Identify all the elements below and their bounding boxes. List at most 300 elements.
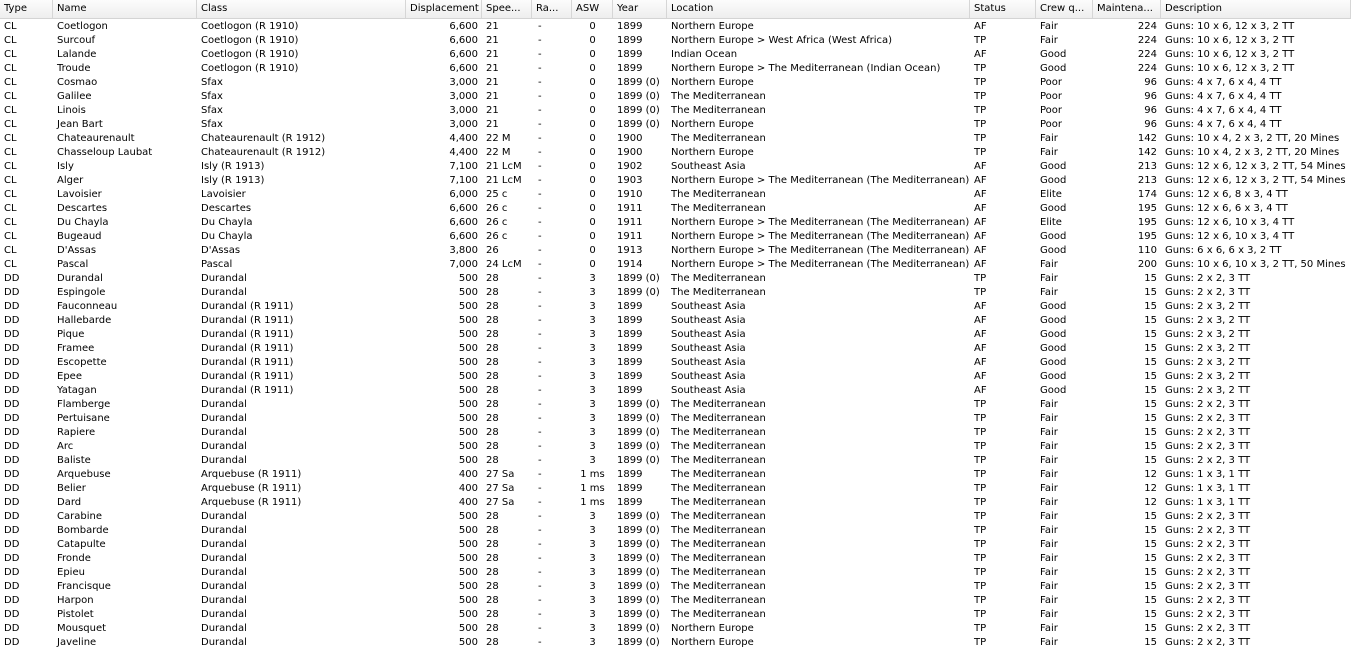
cell-asw: 3 — [589, 287, 596, 298]
column-header-displacement[interactable]: Displacement — [406, 0, 482, 18]
cell-speed: 26 c — [486, 217, 508, 228]
table-row[interactable] — [0, 160, 1351, 174]
cell-crew: Poor — [1040, 105, 1063, 116]
cell-name: Bombarde — [57, 525, 109, 536]
cell-maintenance: 15 — [1144, 399, 1157, 410]
cell-range: - — [538, 399, 542, 410]
cell-maintenance: 15 — [1144, 455, 1157, 466]
cell-crew: Fair — [1040, 623, 1058, 634]
cell-maintenance: 224 — [1137, 21, 1157, 32]
cell-displacement: 500 — [458, 581, 478, 592]
cell-displacement: 6,600 — [449, 231, 478, 242]
cell-type: DD — [4, 399, 20, 410]
table-row[interactable] — [0, 594, 1351, 608]
cell-crew: Poor — [1040, 119, 1063, 130]
column-header-class[interactable]: Class — [197, 0, 406, 18]
cell-range: - — [538, 315, 542, 326]
cell-name: Espingole — [57, 287, 106, 298]
cell-location: The Mediterranean — [671, 511, 766, 522]
cell-name: Dard — [57, 497, 82, 508]
column-header-crew-quality[interactable]: Crew q... — [1036, 0, 1093, 18]
column-header-year[interactable]: Year — [613, 0, 667, 18]
cell-maintenance: 15 — [1144, 525, 1157, 536]
table-row[interactable] — [0, 48, 1351, 62]
cell-speed: 28 — [486, 623, 499, 634]
table-row[interactable] — [0, 104, 1351, 118]
cell-description: Guns: 2 x 2, 3 TT — [1165, 511, 1251, 522]
cell-asw: 3 — [589, 301, 596, 312]
cell-asw: 3 — [589, 343, 596, 354]
column-header-asw[interactable]: ASW — [572, 0, 613, 18]
table-row[interactable] — [0, 202, 1351, 216]
cell-location: The Mediterranean — [671, 273, 766, 284]
cell-year: 1899 (0) — [617, 581, 660, 592]
cell-name: Yatagan — [57, 385, 97, 396]
cell-range: - — [538, 119, 542, 130]
cell-class: Durandal — [201, 455, 247, 466]
cell-status: TP — [974, 399, 987, 410]
cell-displacement: 500 — [458, 539, 478, 550]
cell-type: CL — [4, 217, 17, 228]
cell-displacement: 500 — [458, 357, 478, 368]
cell-asw: 3 — [589, 567, 596, 578]
cell-class: Durandal — [201, 539, 247, 550]
cell-crew: Fair — [1040, 483, 1058, 494]
cell-speed: 21 — [486, 91, 499, 102]
table-row[interactable] — [0, 552, 1351, 566]
cell-asw: 0 — [589, 21, 596, 32]
table-row[interactable] — [0, 482, 1351, 496]
cell-maintenance: 15 — [1144, 301, 1157, 312]
cell-status: AF — [974, 357, 987, 368]
cell-crew: Good — [1040, 161, 1067, 172]
cell-displacement: 6,600 — [449, 63, 478, 74]
table-row[interactable] — [0, 398, 1351, 412]
cell-maintenance: 15 — [1144, 427, 1157, 438]
column-header-status[interactable]: Status — [970, 0, 1036, 18]
table-row[interactable] — [0, 20, 1351, 34]
table-row[interactable] — [0, 76, 1351, 90]
cell-maintenance: 96 — [1144, 91, 1157, 102]
cell-location: Northern Europe > The Mediterranean (The Mediterranean) — [671, 217, 970, 228]
cell-location: The Mediterranean — [671, 287, 766, 298]
cell-name: Pertuisane — [57, 413, 110, 424]
cell-status: TP — [974, 581, 987, 592]
cell-crew: Fair — [1040, 567, 1058, 578]
cell-description: Guns: 2 x 2, 3 TT — [1165, 413, 1251, 424]
cell-status: TP — [974, 35, 987, 46]
cell-crew: Fair — [1040, 511, 1058, 522]
cell-class: Arquebuse (R 1911) — [201, 469, 302, 480]
cell-year: 1899 (0) — [617, 637, 660, 648]
cell-status: AF — [974, 203, 987, 214]
cell-asw: 3 — [589, 511, 596, 522]
cell-displacement: 6,600 — [449, 203, 478, 214]
cell-type: DD — [4, 343, 20, 354]
table-row[interactable] — [0, 496, 1351, 510]
cell-status: TP — [974, 119, 987, 130]
cell-status: AF — [974, 189, 987, 200]
cell-maintenance: 12 — [1144, 483, 1157, 494]
cell-type: DD — [4, 385, 20, 396]
cell-maintenance: 213 — [1137, 161, 1157, 172]
cell-maintenance: 15 — [1144, 623, 1157, 634]
cell-crew: Fair — [1040, 413, 1058, 424]
cell-displacement: 500 — [458, 399, 478, 410]
cell-location: Southeast Asia — [671, 357, 746, 368]
column-header-speed[interactable]: Spee... — [482, 0, 532, 18]
cell-type: CL — [4, 203, 17, 214]
column-header-bar — [0, 0, 1351, 19]
cell-maintenance: 15 — [1144, 329, 1157, 340]
cell-displacement: 4,400 — [449, 147, 478, 158]
cell-year: 1899 (0) — [617, 609, 660, 620]
cell-description: Guns: 10 x 6, 12 x 3, 2 TT — [1165, 35, 1295, 46]
cell-range: - — [538, 413, 542, 424]
cell-asw: 3 — [589, 637, 596, 648]
cell-type: CL — [4, 91, 17, 102]
cell-asw: 0 — [589, 63, 596, 74]
table-row[interactable] — [0, 300, 1351, 314]
cell-speed: 28 — [486, 637, 499, 648]
cell-speed: 22 M — [486, 133, 511, 144]
cell-name: Chasseloup Laubat — [57, 147, 153, 158]
cell-location: The Mediterranean — [671, 455, 766, 466]
cell-maintenance: 142 — [1137, 147, 1157, 158]
cell-description: Guns: 2 x 3, 2 TT — [1165, 371, 1251, 382]
table-row[interactable] — [0, 342, 1351, 356]
cell-description: Guns: 1 x 3, 1 TT — [1165, 483, 1251, 494]
cell-year: 1900 — [617, 133, 643, 144]
cell-asw: 3 — [589, 595, 596, 606]
table-row[interactable] — [0, 426, 1351, 440]
cell-description: Guns: 2 x 2, 3 TT — [1165, 525, 1251, 536]
cell-name: Du Chayla — [57, 217, 109, 228]
cell-status: TP — [974, 623, 987, 634]
cell-range: - — [538, 553, 542, 564]
cell-class: Isly (R 1913) — [201, 161, 265, 172]
cell-year: 1899 (0) — [617, 455, 660, 466]
cell-displacement: 500 — [458, 553, 478, 564]
cell-description: Guns: 2 x 2, 3 TT — [1165, 455, 1251, 466]
cell-description: Guns: 2 x 2, 3 TT — [1165, 287, 1251, 298]
cell-speed: 28 — [486, 455, 499, 466]
column-header-location[interactable]: Location — [667, 0, 970, 18]
cell-description: Guns: 1 x 3, 1 TT — [1165, 497, 1251, 508]
cell-displacement: 3,000 — [449, 119, 478, 130]
cell-displacement: 6,600 — [449, 217, 478, 228]
cell-range: - — [538, 357, 542, 368]
cell-range: - — [538, 525, 542, 536]
cell-location: Northern Europe — [671, 21, 754, 32]
cell-description: Guns: 2 x 3, 2 TT — [1165, 357, 1251, 368]
cell-crew: Elite — [1040, 217, 1062, 228]
cell-location: The Mediterranean — [671, 133, 766, 144]
table-row[interactable] — [0, 524, 1351, 538]
cell-range: - — [538, 427, 542, 438]
table-row[interactable] — [0, 174, 1351, 188]
cell-status: TP — [974, 595, 987, 606]
cell-speed: 28 — [486, 609, 499, 620]
cell-year: 1899 (0) — [617, 91, 660, 102]
cell-crew: Elite — [1040, 189, 1062, 200]
cell-asw: 0 — [589, 217, 596, 228]
table-row[interactable] — [0, 62, 1351, 76]
table-row[interactable] — [0, 34, 1351, 48]
cell-name: Javeline — [57, 637, 97, 648]
cell-speed: 28 — [486, 595, 499, 606]
cell-name: Escopette — [57, 357, 107, 368]
table-row[interactable] — [0, 468, 1351, 482]
column-header-type[interactable]: Type — [0, 0, 53, 18]
cell-name: Jean Bart — [57, 119, 103, 130]
cell-location: The Mediterranean — [671, 427, 766, 438]
table-row[interactable] — [0, 580, 1351, 594]
column-header-name[interactable]: Name — [53, 0, 197, 18]
cell-maintenance: 200 — [1137, 259, 1157, 270]
cell-displacement: 500 — [458, 511, 478, 522]
cell-class: Sfax — [201, 119, 223, 130]
cell-type: DD — [4, 595, 20, 606]
cell-displacement: 500 — [458, 609, 478, 620]
table-row[interactable] — [0, 370, 1351, 384]
cell-type: CL — [4, 259, 17, 270]
cell-description: Guns: 2 x 2, 3 TT — [1165, 441, 1251, 452]
cell-year: 1899 — [617, 497, 643, 508]
cell-crew: Poor — [1040, 77, 1063, 88]
cell-location: Northern Europe > The Mediterranean (The Mediterranean) — [671, 245, 970, 256]
cell-displacement: 7,100 — [449, 175, 478, 186]
table-row[interactable] — [0, 314, 1351, 328]
cell-range: - — [538, 623, 542, 634]
cell-range: - — [538, 343, 542, 354]
cell-description: Guns: 2 x 2, 3 TT — [1165, 427, 1251, 438]
cell-location: The Mediterranean — [671, 497, 766, 508]
cell-class: Durandal — [201, 609, 247, 620]
table-row[interactable] — [0, 244, 1351, 258]
cell-asw: 3 — [589, 371, 596, 382]
column-header-range[interactable]: Ra... — [532, 0, 572, 18]
cell-name: Epee — [57, 371, 82, 382]
cell-location: Northern Europe — [671, 119, 754, 130]
table-row[interactable] — [0, 188, 1351, 202]
cell-displacement: 500 — [458, 427, 478, 438]
cell-class: Arquebuse (R 1911) — [201, 497, 302, 508]
cell-year: 1899 (0) — [617, 553, 660, 564]
cell-displacement: 500 — [458, 301, 478, 312]
table-row[interactable] — [0, 328, 1351, 342]
table-row[interactable] — [0, 90, 1351, 104]
cell-maintenance: 15 — [1144, 637, 1157, 648]
cell-speed: 28 — [486, 287, 499, 298]
table-row[interactable] — [0, 230, 1351, 244]
cell-speed: 28 — [486, 567, 499, 578]
cell-range: - — [538, 497, 542, 508]
cell-description: Guns: 4 x 7, 6 x 4, 4 TT — [1165, 77, 1282, 88]
table-row[interactable] — [0, 510, 1351, 524]
cell-year: 1899 (0) — [617, 441, 660, 452]
cell-description: Guns: 2 x 2, 3 TT — [1165, 581, 1251, 592]
cell-name: Chateaurenault — [57, 133, 135, 144]
table-row[interactable] — [0, 132, 1351, 146]
cell-maintenance: 12 — [1144, 497, 1157, 508]
cell-crew: Fair — [1040, 637, 1058, 648]
cell-class: Isly (R 1913) — [201, 175, 265, 186]
cell-type: DD — [4, 357, 20, 368]
cell-class: Durandal — [201, 413, 247, 424]
table-row[interactable] — [0, 636, 1351, 650]
table-row[interactable] — [0, 440, 1351, 454]
table-row[interactable] — [0, 412, 1351, 426]
cell-location: Southeast Asia — [671, 343, 746, 354]
cell-description: Guns: 2 x 2, 3 TT — [1165, 399, 1251, 410]
cell-year: 1911 — [617, 203, 643, 214]
cell-maintenance: 15 — [1144, 413, 1157, 424]
cell-name: Fronde — [57, 553, 91, 564]
cell-range: - — [538, 245, 542, 256]
cell-maintenance: 15 — [1144, 343, 1157, 354]
cell-status: TP — [974, 133, 987, 144]
cell-location: The Mediterranean — [671, 581, 766, 592]
table-row[interactable] — [0, 258, 1351, 272]
cell-location: The Mediterranean — [671, 91, 766, 102]
cell-type: DD — [4, 301, 20, 312]
cell-range: - — [538, 217, 542, 228]
cell-maintenance: 15 — [1144, 511, 1157, 522]
cell-displacement: 500 — [458, 385, 478, 396]
cell-name: Francisque — [57, 581, 111, 592]
cell-range: - — [538, 91, 542, 102]
cell-name: Lavoisier — [57, 189, 102, 200]
cell-speed: 21 — [486, 119, 499, 130]
cell-range: - — [538, 455, 542, 466]
cell-type: DD — [4, 371, 20, 382]
cell-description: Guns: 4 x 7, 6 x 4, 4 TT — [1165, 91, 1282, 102]
cell-class: Coetlogon (R 1910) — [201, 49, 299, 60]
cell-year: 1899 (0) — [617, 595, 660, 606]
cell-type: CL — [4, 147, 17, 158]
cell-crew: Fair — [1040, 581, 1058, 592]
cell-status: TP — [974, 539, 987, 550]
cell-speed: 28 — [486, 343, 499, 354]
cell-location: Indian Ocean — [671, 49, 738, 60]
cell-status: AF — [974, 343, 987, 354]
cell-maintenance: 15 — [1144, 567, 1157, 578]
cell-year: 1899 (0) — [617, 77, 660, 88]
cell-description: Guns: 2 x 2, 3 TT — [1165, 567, 1251, 578]
table-row[interactable] — [0, 622, 1351, 636]
cell-crew: Good — [1040, 371, 1067, 382]
cell-type: DD — [4, 469, 20, 480]
cell-class: Durandal (R 1911) — [201, 329, 294, 340]
cell-year: 1900 — [617, 147, 643, 158]
cell-displacement: 500 — [458, 329, 478, 340]
table-row[interactable] — [0, 384, 1351, 398]
cell-speed: 28 — [486, 329, 499, 340]
table-row[interactable] — [0, 286, 1351, 300]
cell-speed: 24 LcM — [486, 259, 522, 270]
cell-description: Guns: 6 x 6, 6 x 3, 2 TT — [1165, 245, 1282, 256]
cell-type: DD — [4, 427, 20, 438]
cell-speed: 27 Sa — [486, 483, 515, 494]
cell-status: TP — [974, 497, 987, 508]
cell-status: TP — [974, 483, 987, 494]
cell-asw: 3 — [589, 553, 596, 564]
table-row[interactable] — [0, 356, 1351, 370]
cell-maintenance: 142 — [1137, 133, 1157, 144]
cell-crew: Fair — [1040, 259, 1058, 270]
table-row[interactable] — [0, 118, 1351, 132]
cell-status: TP — [974, 441, 987, 452]
cell-status: TP — [974, 525, 987, 536]
cell-year: 1899 (0) — [617, 273, 660, 284]
cell-crew: Fair — [1040, 21, 1058, 32]
cell-year: 1899 (0) — [617, 567, 660, 578]
cell-maintenance: 12 — [1144, 469, 1157, 480]
cell-name: Arc — [57, 441, 74, 452]
cell-year: 1899 — [617, 371, 643, 382]
cell-year: 1911 — [617, 231, 643, 242]
cell-type: DD — [4, 483, 20, 494]
cell-location: The Mediterranean — [671, 203, 766, 214]
cell-maintenance: 15 — [1144, 609, 1157, 620]
cell-asw: 0 — [589, 161, 596, 172]
cell-location: Southeast Asia — [671, 301, 746, 312]
cell-class: Durandal (R 1911) — [201, 301, 294, 312]
cell-maintenance: 96 — [1144, 105, 1157, 116]
cell-type: DD — [4, 567, 20, 578]
cell-displacement: 6,600 — [449, 21, 478, 32]
cell-crew: Fair — [1040, 525, 1058, 536]
cell-name: Flamberge — [57, 399, 111, 410]
table-row[interactable] — [0, 146, 1351, 160]
cell-maintenance: 15 — [1144, 581, 1157, 592]
cell-status: AF — [974, 161, 987, 172]
table-row[interactable] — [0, 608, 1351, 622]
cell-maintenance: 15 — [1144, 273, 1157, 284]
cell-class: Du Chayla — [201, 217, 253, 228]
cell-year: 1899 (0) — [617, 413, 660, 424]
table-row[interactable] — [0, 566, 1351, 580]
column-header-description[interactable]: Description — [1161, 0, 1351, 18]
column-header-maintenance[interactable]: Maintena... — [1093, 0, 1161, 18]
cell-class: Durandal (R 1911) — [201, 371, 294, 382]
table-row[interactable] — [0, 216, 1351, 230]
cell-year: 1899 — [617, 329, 643, 340]
cell-year: 1913 — [617, 245, 643, 256]
cell-range: - — [538, 567, 542, 578]
cell-speed: 21 — [486, 35, 499, 46]
cell-class: Pascal — [201, 259, 233, 270]
cell-year: 1899 (0) — [617, 399, 660, 410]
cell-name: Pascal — [57, 259, 89, 270]
table-row[interactable] — [0, 454, 1351, 468]
cell-maintenance: 96 — [1144, 119, 1157, 130]
table-row[interactable] — [0, 272, 1351, 286]
cell-name: Mousquet — [57, 623, 107, 634]
cell-status: TP — [974, 105, 987, 116]
cell-range: - — [538, 203, 542, 214]
table-row[interactable] — [0, 538, 1351, 552]
cell-crew: Fair — [1040, 497, 1058, 508]
cell-crew: Fair — [1040, 595, 1058, 606]
cell-status: AF — [974, 231, 987, 242]
cell-description: Guns: 12 x 6, 6 x 3, 4 TT — [1165, 203, 1288, 214]
cell-class: Sfax — [201, 91, 223, 102]
cell-maintenance: 15 — [1144, 315, 1157, 326]
cell-location: The Mediterranean — [671, 609, 766, 620]
cell-crew: Good — [1040, 301, 1067, 312]
